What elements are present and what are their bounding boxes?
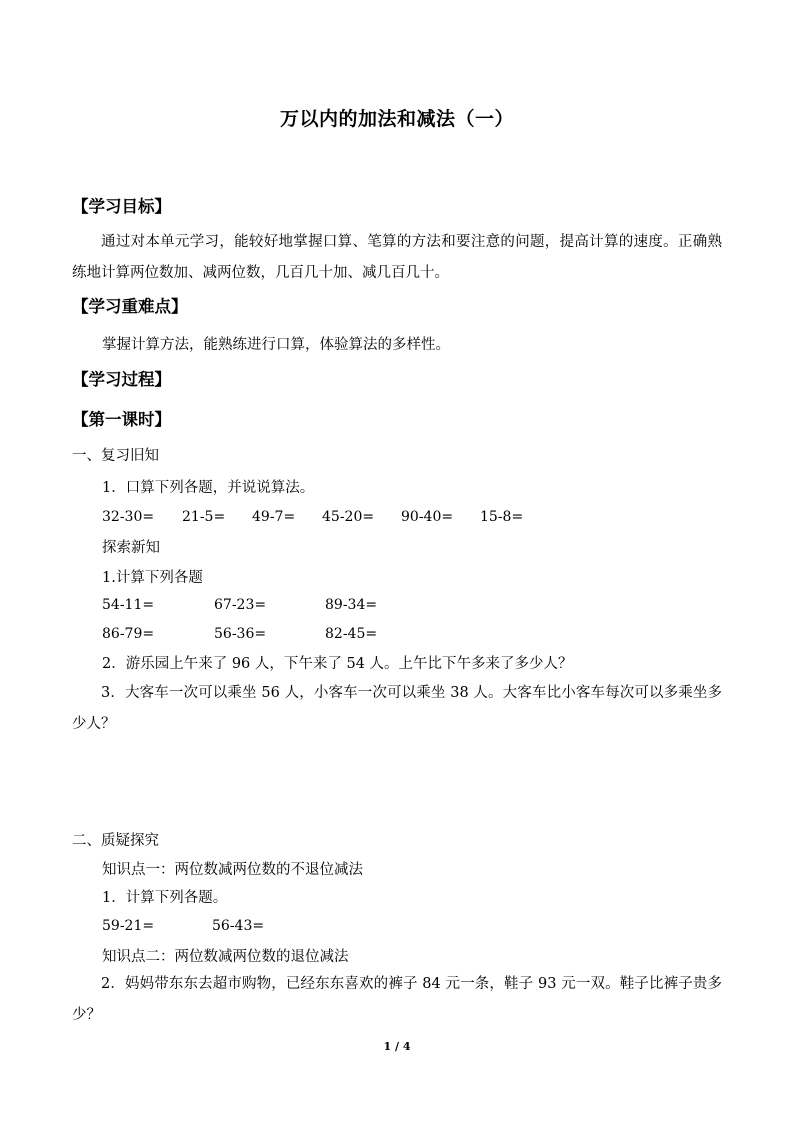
- part1-question-2: 2．游乐园上午来了 96 人，下午来了 54 人。上午比下午多来了多少人？: [102, 656, 573, 672]
- calc-item: 56-36=: [214, 626, 267, 642]
- goal-text: 通过对本单元学习，能较好地掌握口算、笔算的方法和要注意的问题，提高计算的速度。正确熟练地计算两位数加、减两位数，几百几十加、减几百几十。: [72, 234, 722, 281]
- key-heading: 【学习重难点】: [72, 297, 188, 316]
- key-text: 掌握计算方法，能熟练进行口算，体验算法的多样性。: [102, 337, 450, 353]
- calc-item: 59-21=: [102, 918, 155, 934]
- calc-item: 89-34=: [325, 597, 378, 613]
- part1-question-1: 1．口算下列各题，并说说算法。: [102, 480, 315, 496]
- oral-calc-item: 32-30=: [102, 509, 155, 525]
- oral-calc-item: 21-5=: [182, 509, 226, 525]
- lesson-heading: 【第一课时】: [72, 410, 171, 429]
- oral-calc-item: 49-7=: [252, 509, 296, 525]
- explore-heading: 探索新知: [102, 540, 160, 556]
- knowledge-point-1: 知识点一：两位数减两位数的不退位减法: [102, 862, 363, 878]
- part1-heading: 一、复习旧知: [72, 448, 159, 464]
- oral-calc-item: 90-40=: [401, 509, 454, 525]
- calc-item: 82-45=: [325, 626, 378, 642]
- part2-question-1: 1．计算下列各题。: [102, 890, 228, 906]
- calc-item: 54-11=: [102, 597, 155, 613]
- calc-heading: 1.计算下列各题: [102, 570, 203, 586]
- calc-item: 56-43=: [212, 918, 265, 934]
- goal-heading: 【学习目标】: [72, 197, 171, 216]
- oral-calc-item: 15-8=: [480, 509, 524, 525]
- page-title: 万以内的加法和减法（一）: [279, 108, 514, 130]
- calc-item: 67-23=: [214, 597, 267, 613]
- part2-heading: 二、质疑探究: [72, 833, 159, 849]
- calc-item: 86-79=: [102, 626, 155, 642]
- process-heading: 【学习过程】: [72, 370, 171, 389]
- oral-calc-item: 45-20=: [322, 509, 375, 525]
- page-number: 1 / 4: [383, 1040, 411, 1053]
- part1-question-3: 3．大客车一次可以乘坐 56 人，小客车一次可以乘坐 38 人。大客车比小客车每次可以多乘坐多少人？: [72, 685, 722, 732]
- part2-question-2: 2．妈妈带东东去超市购物，已经东东喜欢的裤子 84 元一条，鞋子 93 元一双。鞋子比裤子贵多少？: [72, 976, 722, 1023]
- knowledge-point-2: 知识点二：两位数减两位数的退位减法: [102, 949, 349, 965]
